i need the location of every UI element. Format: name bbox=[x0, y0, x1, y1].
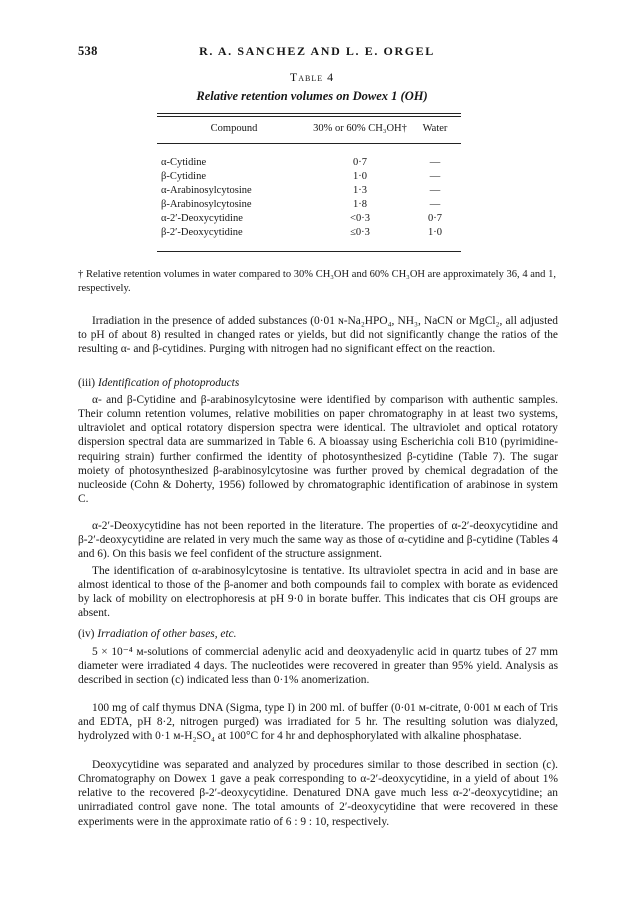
section-heading-identification bbox=[78, 376, 558, 390]
column-header: Compound bbox=[210, 123, 258, 134]
table-row bbox=[157, 170, 461, 184]
methanol-value-cell: 1·0 bbox=[353, 171, 367, 183]
table-header-row bbox=[157, 117, 461, 143]
table-label: Table 4 bbox=[289, 70, 335, 84]
paragraph-identification-1: α- and β-Cytidine and β-arabinosylcytosine were identified by comparison with authentic samples. Their column retention volumes, relative mobilities on paper chromatography in at least two systems, ultraviolet and optical rotatory dispersion spectra were identical. The ultraviolet and optical rotatory dispersion spectral data are summarized in Table 6. A bioassay using Escherichia coli B10 (pyrimidine-requiring strain) further confirmed the identity of photosynthesized β-cytidine (Table 7). The sugar moiety of photosynthesized β-arabinosylcytosine was further proved by chemical degradation of the nucleoside (Cohn & Doherty, 1956) followed by chromatographic identification of arabinose in system C. bbox=[78, 394, 558, 506]
paragraph-irradiation-additives: Irradiation in the presence of added substances (0·01 ɴ-Na₂HPO₄, NH₃, NaCN or MgCl₂, all adjusted to pH of about 8) resulted in changed rates or yields, but did not significantly change the ratios of the resulting α- and β-cytidines. Purging with nitrogen had no significant effect on the reaction. bbox=[78, 315, 558, 356]
page-header bbox=[78, 44, 556, 60]
column-header: Water bbox=[422, 123, 448, 134]
water-value-cell: 0·7 bbox=[428, 213, 442, 225]
compound-cell: β-Arabinosylcytosine bbox=[161, 199, 252, 211]
page-number: 538 bbox=[78, 44, 98, 58]
compound-cell: β-Cytidine bbox=[161, 171, 207, 183]
water-value-cell: — bbox=[429, 171, 441, 183]
paragraph-other-bases-3: Deoxycytidine was separated and analyzed by procedures similar to those described in section (c). Chromatography on Dowex 1 gave a peak corresponding to α-2′-deoxycytidine, in a yield of about 1% relative to the recovered β-2′-deoxycytidine. Denatured DNA gave much less α-2′-deoxycytidine; an unirradiated control gave none. The total amounts of 2′-deoxycytidine that were recovered in these experiments were in the approximate ratio of 6 : 9 : 10, respectively. bbox=[78, 759, 558, 828]
section-number: (iii) bbox=[78, 377, 96, 389]
paragraph-other-bases-2: 100 mg of calf thymus DNA (Sigma, type I) in 200 ml. of buffer (0·01 ᴍ-citrate, 0·001 ᴍ each of Tris and EDTA, pH 8·2, nitrogen purged) was irradiated for 5 hr. The resulting solution was dialyzed, hydrolyzed with 0·1 ᴍ-H₂SO₄ at 100°C for 4 hr and dephosphorylated with alkaline phosphatase. bbox=[78, 702, 558, 743]
table-row bbox=[157, 212, 461, 226]
water-value-cell: — bbox=[429, 199, 441, 211]
paragraph-other-bases-1: 5 × 10⁻⁴ ᴍ-solutions of commercial adenylic acid and deoxyadenylic acid in quartz tubes of 27 mm diameter were irradiated 4 days. The nucleotides were recovered in greater than 95% yield. Analysis as described in section (c) indicated less than 0·1% anomerization. bbox=[78, 646, 558, 687]
paragraph-identification-2: α-2′-Deoxycytidine has not been reported in the literature. The properties of α-2′-deoxycytidine and β-2′-deoxycytidine are related in very much the same way as those of α-cytidine and β-cytidine (Tables 4 and 6). On this basis we feel confident of the structure assignment. bbox=[78, 520, 558, 561]
running-head: R. A. SANCHEZ AND L. E. ORGEL bbox=[199, 44, 435, 58]
compound-cell: α-Arabinosylcytosine bbox=[161, 185, 252, 197]
table-row bbox=[157, 184, 461, 198]
section-title: Irradiation of other bases, etc. bbox=[97, 628, 237, 640]
methanol-value-cell: 1·8 bbox=[353, 199, 367, 211]
paragraph-identification-3: The identification of α-arabinosylcytosine is tentative. Its ultraviolet spectra in acid and in base are almost identical to those of the β-anomer and both compounds fail to complex with borate as evidenced by lack of mobility on electrophoresis at pH 9·0 in borate buffer. This indicates that cis OH groups are absent. bbox=[78, 565, 558, 620]
section-heading-other-bases bbox=[78, 627, 558, 641]
compound-cell: α-Cytidine bbox=[161, 157, 207, 168]
methanol-value-cell: ≤0·3 bbox=[350, 227, 370, 239]
table-footnote: † Relative retention volumes in water compared to 30% CH₃OH and 60% CH₃OH are approximately 36, 4 and 1, respectively. bbox=[78, 269, 556, 294]
table-body bbox=[157, 144, 461, 251]
compound-cell: α-2′-Deoxycytidine bbox=[161, 213, 243, 225]
methanol-value-cell: 1·3 bbox=[353, 185, 367, 197]
compound-cell: β-2′-Deoxycytidine bbox=[161, 227, 243, 239]
table-row bbox=[157, 198, 461, 212]
table-caption: Relative retention volumes on Dowex 1 (OH) bbox=[196, 89, 428, 103]
section-number: (iv) bbox=[78, 628, 95, 640]
table-row bbox=[157, 226, 461, 240]
water-value-cell: 1·0 bbox=[428, 227, 442, 239]
methanol-value-cell: 0·7 bbox=[353, 157, 367, 168]
table-bottom-rule bbox=[157, 251, 461, 252]
methanol-value-cell: <0·3 bbox=[350, 213, 370, 225]
table-row bbox=[157, 156, 461, 170]
section-title: Identification of photoproducts bbox=[97, 377, 240, 389]
water-value-cell: — bbox=[429, 157, 441, 168]
retention-table bbox=[157, 113, 461, 252]
water-value-cell: — bbox=[429, 185, 441, 197]
column-header: 30% or 60% CH₃OH† bbox=[313, 123, 407, 134]
